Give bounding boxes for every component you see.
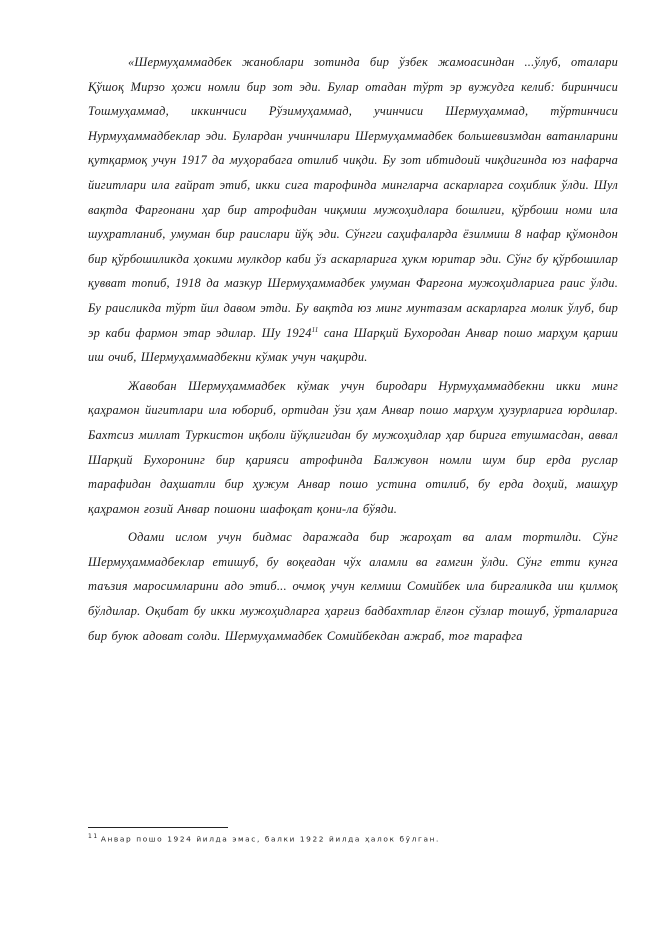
footnote-reference[interactable]: 11 [311,325,319,334]
paragraph-1-text-cont: сана Шарқий Бухородан Анвар пошо марҳум қарши иш очиб, Шермуҳаммадбекни кўмак учун чақирди. [88,325,618,365]
paragraph-1-text: «Шермуҳаммадбек жанoблари зотинда бир ўзбек жамоасиндан ...ўлуб, оталари Қўшоқ Мирзо ҳожи номли бир зот эди. Булар отадан тўрт эр вужудга келиб: биринчиси Тошмуҳаммад, иккинчиси Рўзимуҳаммад, учинчиси Шермуҳаммад, тўртинчиси Нурмуҳаммадбеклар эди. Булардан учинчилари Шермуҳаммадбек большевизмдан ватанларини қутқармоқ учун 1917 да муҳорабага отилиб чиқди. Бу зот ибтидоий чиқдигинда юз нафарча йигитлари ила ғайрат этиб, икки сига тарофинда мингларча аскарларга соҳиблик ўлди. Шул вақтда Фарғонани ҳар бир атрофидан чиқмиш мужоҳидлара бошлиғи, қўрбоши номи ила шуҳратланиб, умуман бир раислари йўқ эди. Сўнгги саҳифаларда ёзилмиш 8 нафар қўмондон бир қўрбошиликда ҳокими мулкдор каби ўз аскарларига ҳукм юритар эди. Сўнг бу қўрбошилар қувват топиб, 1918 да мазкур Шермуҳаммадбек умуман Фарғона мужоҳидларига раис ўлди. Бу раисликда тўрт йил давом этди. Бу вақтда юз минг мунтазам аскарларга молик ўлуб, бир эр каби фармон этар эдилар. Шу 1924 [88,55,618,340]
paragraph-3: Одами ислом учун бидмас даражада бир жароҳат ва алам тортилди. Сўнг Шермуҳаммадбеклар етишуб, бу воқеадан чўх аламли ва ғамгин ўлди. Сўнг етти кунга таъзия маросимларини адо этиб... очмоқ учун келмиш Сомийбек ила биргаликда иш қилмоқ бўлдилар. Оқибат бу икки мужоҳидларга ҳарғиз бадбахтлар ёлғон сўзлар тошуб, ўрталарига бир буюк адоват солди. Шермуҳаммадбек Сомийбекдан ажраб, тоғ тарафга [88,530,618,643]
footnote-number: 11 [88,833,99,840]
footnote-divider [88,827,228,828]
document-body [88,50,618,652]
footnote [88,833,618,843]
paragraph-1 [88,50,618,370]
paragraph-2: Жавобан Шермуҳаммадбек кўмак учун биродари Нурмуҳаммадбекни икки минг қаҳрамон йигитлари ила юбориб, ортидан ўзи ҳам Анвар пошо марҳум ҳузурларига юрдилар. Бахтсиз миллат Туркистон иқболи йўқлигидан бу мужоҳидлар ҳар бирига етушмасдан, аввал Шарқий Бухоронинг бир қарияси атрофинда Балжувон номли шум бир ерда руслар тарафидан даҳшатли бир ҳужум Анвар пошо устина отилиб, бу ерда доҳий, машҳур қаҳрамон ғозий Анвар пошони шафоқат қони-ла бўяди. [88,378,618,516]
footnote-text: Анвар пошо 1924 йилда эмас, балки 1922 йилда ҳалок бўлган. [100,834,440,844]
